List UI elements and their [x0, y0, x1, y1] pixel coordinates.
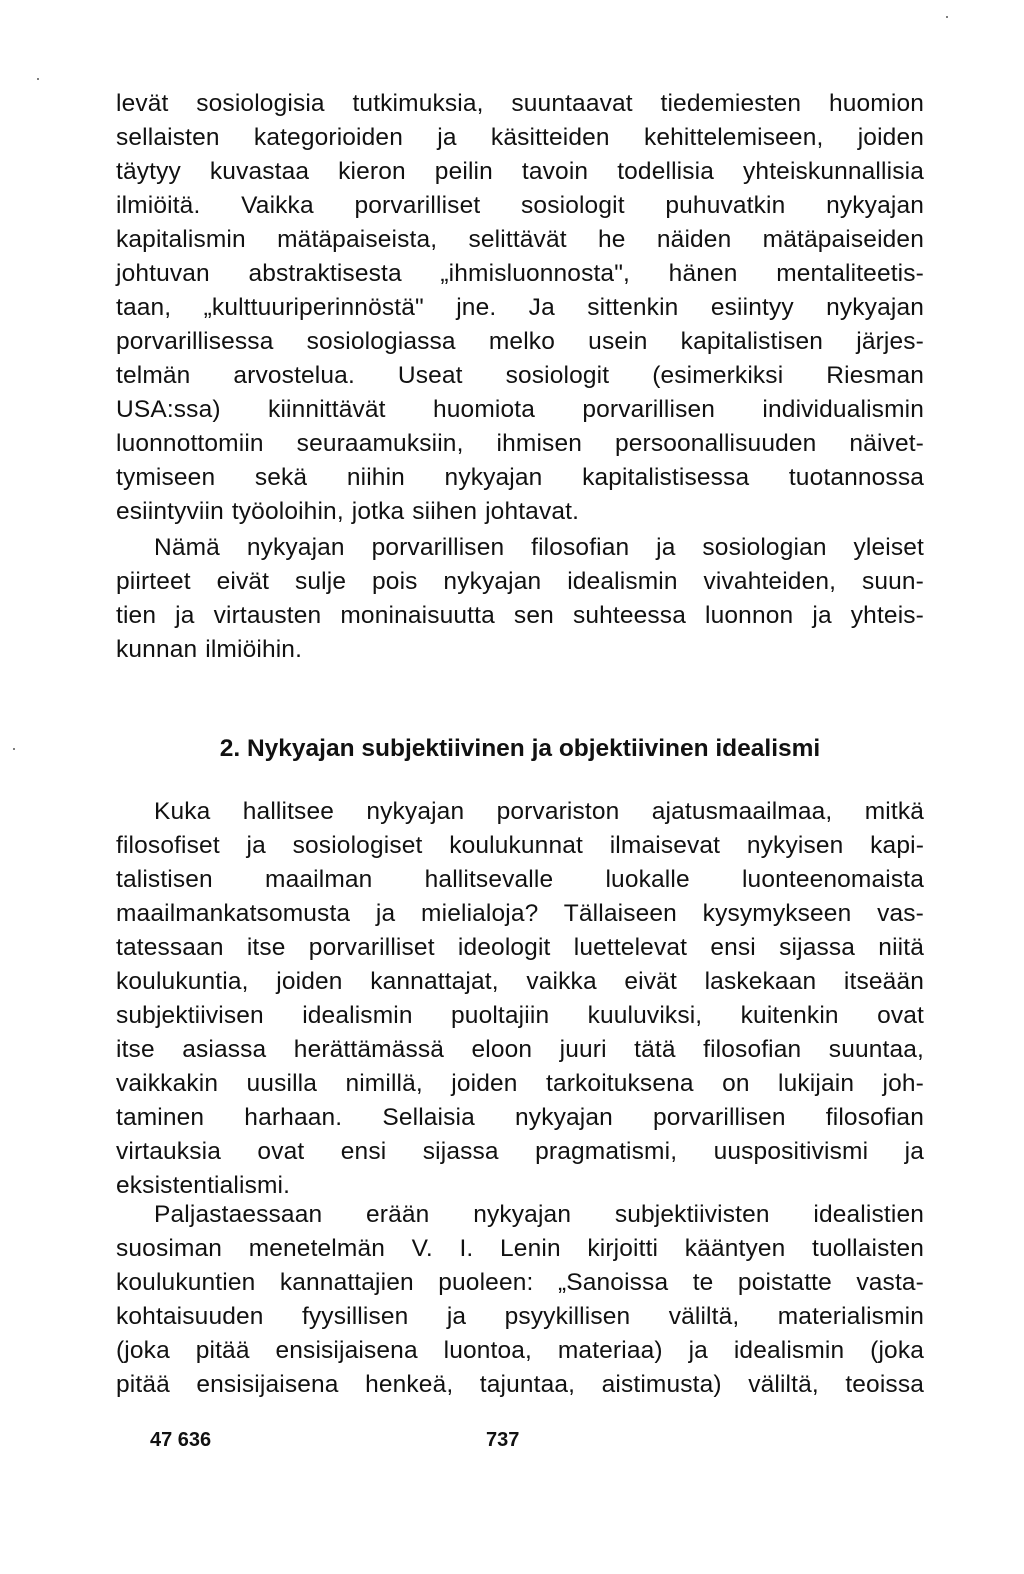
- text-line: USA:ssa) kiinnittävät huomiota porvarillisen individualismin: [116, 396, 924, 423]
- text-line: kunnan ilmiöihin.: [116, 636, 303, 663]
- text-line: täytyy kuvastaa kieron peilin tavoin todellisia yhteiskunnallisia: [116, 158, 924, 185]
- paper-speck: [13, 748, 15, 750]
- text-line: vaikkakin uusilla nimillä, joiden tarkoituksena on lukijain joh-: [116, 1070, 924, 1097]
- text-line: kohtaisuuden fyysillisen ja psyykillisen väliltä, materialismin: [116, 1303, 924, 1330]
- paper-speck: [946, 16, 948, 18]
- text-line: tien ja virtausten moninaisuutta sen suhteessa luonnon ja yhteis-: [116, 602, 924, 629]
- text-line: Kuka hallitsee nykyajan porvariston ajatusmaailmaa, mitkä: [154, 798, 924, 825]
- paragraph: [116, 795, 924, 1203]
- text-line: suosiman menetelmän V. I. Lenin kirjoitti kääntyen tuollaisten: [116, 1235, 924, 1262]
- printer-signature: 47 636: [150, 1429, 212, 1451]
- text-line: filosofiset ja sosiologiset koulukunnat ilmaisevat nykyisen kapi-: [116, 832, 924, 859]
- text-line: luonnottomiin seuraamuksiin, ihmisen persoonallisuuden näivet-: [116, 430, 924, 457]
- paper-speck: [37, 78, 39, 80]
- text-line: johtuvan abstraktisesta „ihmisluonnosta", hänen mentaliteetis-: [116, 260, 924, 287]
- paragraph-continued: [116, 87, 924, 529]
- text-line: piirteet eivät sulje pois nykyajan idealismin vivahteiden, suun-: [116, 568, 924, 595]
- section-heading: 2. Nykyajan subjektiivinen ja objektiivinen idealismi: [219, 735, 821, 762]
- text-line: taminen harhaan. Sellaisia nykyajan porvarillisen filosofian: [116, 1104, 924, 1131]
- text-line: tymiseen sekä niihin nykyajan kapitalistisessa tuotannossa: [116, 464, 924, 491]
- text-line: koulukuntien kannattajien puoleen: „Sanoissa te poistatte vasta-: [116, 1269, 924, 1296]
- text-line: porvarillisessa sosiologiassa melko usein kapitalistisen järjes-: [116, 328, 924, 355]
- text-line: kapitalismin mätäpaiseista, selittävät he näiden mätäpaiseiden: [116, 226, 924, 253]
- page-number: 737: [486, 1429, 520, 1451]
- text-line: pitää ensisijaisena henkeä, tajuntaa, aistimusta) väliltä, teoissa: [116, 1371, 924, 1398]
- text-line: talistisen maailman hallitsevalle luokalle luonteenomaista: [116, 866, 924, 893]
- text-line: taan, „kulttuuriperinnöstä" jne. Ja sittenkin esiintyy nykyajan: [116, 294, 924, 321]
- paragraph: [116, 1198, 924, 1402]
- text-line: ilmiöitä. Vaikka porvarilliset sosiologit puhuvatkin nykyajan: [116, 192, 924, 219]
- text-line: itse asiassa herättämässä eloon juuri tätä filosofian suuntaa,: [116, 1036, 924, 1063]
- text-line: telmän arvostelua. Useat sosiologit (esimerkiksi Riesman: [116, 362, 924, 389]
- text-line: esiintyviin työoloihin, jotka siihen johtavat.: [116, 498, 580, 525]
- paragraph: [116, 531, 924, 667]
- text-line: tatessaan itse porvarilliset ideologit luettelevat ensi sijassa niitä: [116, 934, 924, 961]
- text-line: maailmankatsomusta ja mielialoja? Tällaiseen kysymykseen vas-: [116, 900, 924, 927]
- text-line: sellaisten kategorioiden ja käsitteiden kehittelemiseen, joiden: [116, 124, 924, 151]
- text-line: virtauksia ovat ensi sijassa pragmatismi, uuspositivismi ja: [116, 1138, 924, 1165]
- text-line: eksistentialismi.: [116, 1172, 291, 1199]
- text-line: levät sosiologisia tutkimuksia, suuntaavat tiedemiesten huomion: [116, 90, 924, 117]
- text-line: koulukuntia, joiden kannattajat, vaikka eivät laskekaan itseään: [116, 968, 924, 995]
- text-line: Nämä nykyajan porvarillisen filosofian ja sosiologian yleiset: [154, 534, 924, 561]
- text-line: (joka pitää ensisijaisena luontoa, materiaa) ja idealismin (joka: [116, 1337, 924, 1364]
- text-line: subjektiivisen idealismin puoltajiin kuuluviksi, kuitenkin ovat: [116, 1002, 924, 1029]
- text-line: Paljastaessaan erään nykyajan subjektiivisten idealistien: [154, 1201, 924, 1228]
